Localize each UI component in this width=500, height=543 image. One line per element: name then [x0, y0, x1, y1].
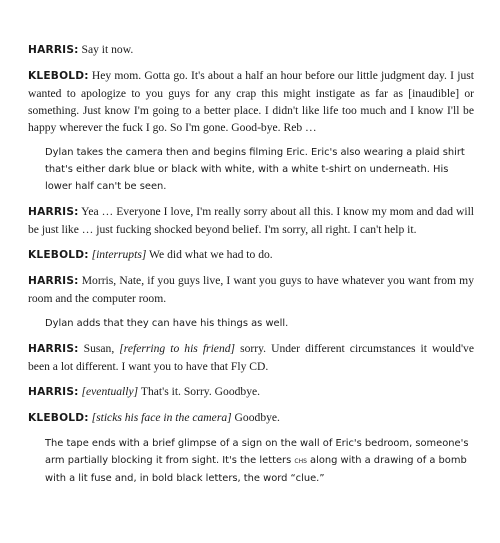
speaker-name: HARRIS: — [28, 343, 79, 355]
transcript-page — [28, 41, 474, 495]
dialogue-text: We did what we had to do. — [146, 248, 273, 261]
dialogue-line — [28, 67, 474, 136]
dialogue-text: Yea … Everyone I love, I'm really sorry about all this. I know my mom and dad will be just like … just fucking shocked beyond belief. I'm sorry, all right. I can't help it. — [28, 205, 475, 236]
speaker-name: HARRIS: — [28, 275, 79, 287]
narration-note — [45, 144, 474, 195]
dialogue-text: Say it now. — [81, 43, 134, 56]
narration-text: Dylan adds that they can have his things as well. — [45, 318, 289, 329]
stage-direction: [sticks his face in the camera] — [91, 411, 232, 424]
dialogue-text: Goodbye. — [231, 411, 280, 424]
narration-text: Dylan takes the camera then and begins filming Eric. Eric's also wearing a plaid shirt that's either dark blue or black with white, with a white t-shirt on underneath. His lower half can't be seen. — [45, 147, 465, 192]
speaker-name: KLEBOLD: — [28, 70, 89, 82]
sign-letters: chs — [294, 456, 307, 466]
dialogue-text: That's it. Sorry. Goodbye. — [138, 385, 261, 398]
narration-note — [45, 435, 474, 487]
narration-text: along with a drawing of a bomb with a lit fuse and, in bold black letters, the word “clue.” — [45, 455, 467, 484]
dialogue-line — [28, 409, 474, 427]
dialogue-line — [28, 272, 474, 307]
narration-note — [45, 315, 474, 332]
stage-direction: [interrupts] — [91, 248, 147, 261]
narration-text: The tape ends with a brief glimpse of a sign on the wall of Eric's bedroom, someone's arm partially blocking it from sight. It's the letters — [45, 438, 469, 466]
dialogue-line — [28, 203, 474, 238]
stage-direction: [referring to his friend] — [119, 342, 236, 355]
dialogue-line — [28, 41, 474, 59]
dialogue-text: Morris, Nate, if you guys live, I want you guys to have whatever you want from my room and the computer room. — [28, 274, 475, 305]
speaker-name: HARRIS: — [28, 386, 79, 398]
speaker-name: HARRIS: — [28, 206, 79, 218]
dialogue-text: Hey mom. Gotta go. It's about a half an hour before our little judgment day. I just wanted to apologize to you guys for any crap this might instigate as far as [inaudible] or something. Just know I'm going to a better place. I didn't like life too much and I know I'll be happy wherever the fuck I go. So I'm gone. Good-bye. Reb … — [28, 69, 474, 134]
speaker-name: KLEBOLD: — [28, 412, 89, 424]
dialogue-line — [28, 246, 474, 264]
dialogue-line — [28, 383, 474, 401]
stage-direction: [eventually] — [81, 385, 139, 398]
speaker-name: KLEBOLD: — [28, 249, 89, 261]
dialogue-text: sorry. Under different circumstances it would've been a lot different. I want you to have that Fly CD. — [28, 342, 474, 373]
dialogue-text: Susan, — [83, 342, 120, 355]
dialogue-line — [28, 340, 474, 375]
speaker-name: HARRIS: — [28, 44, 79, 56]
